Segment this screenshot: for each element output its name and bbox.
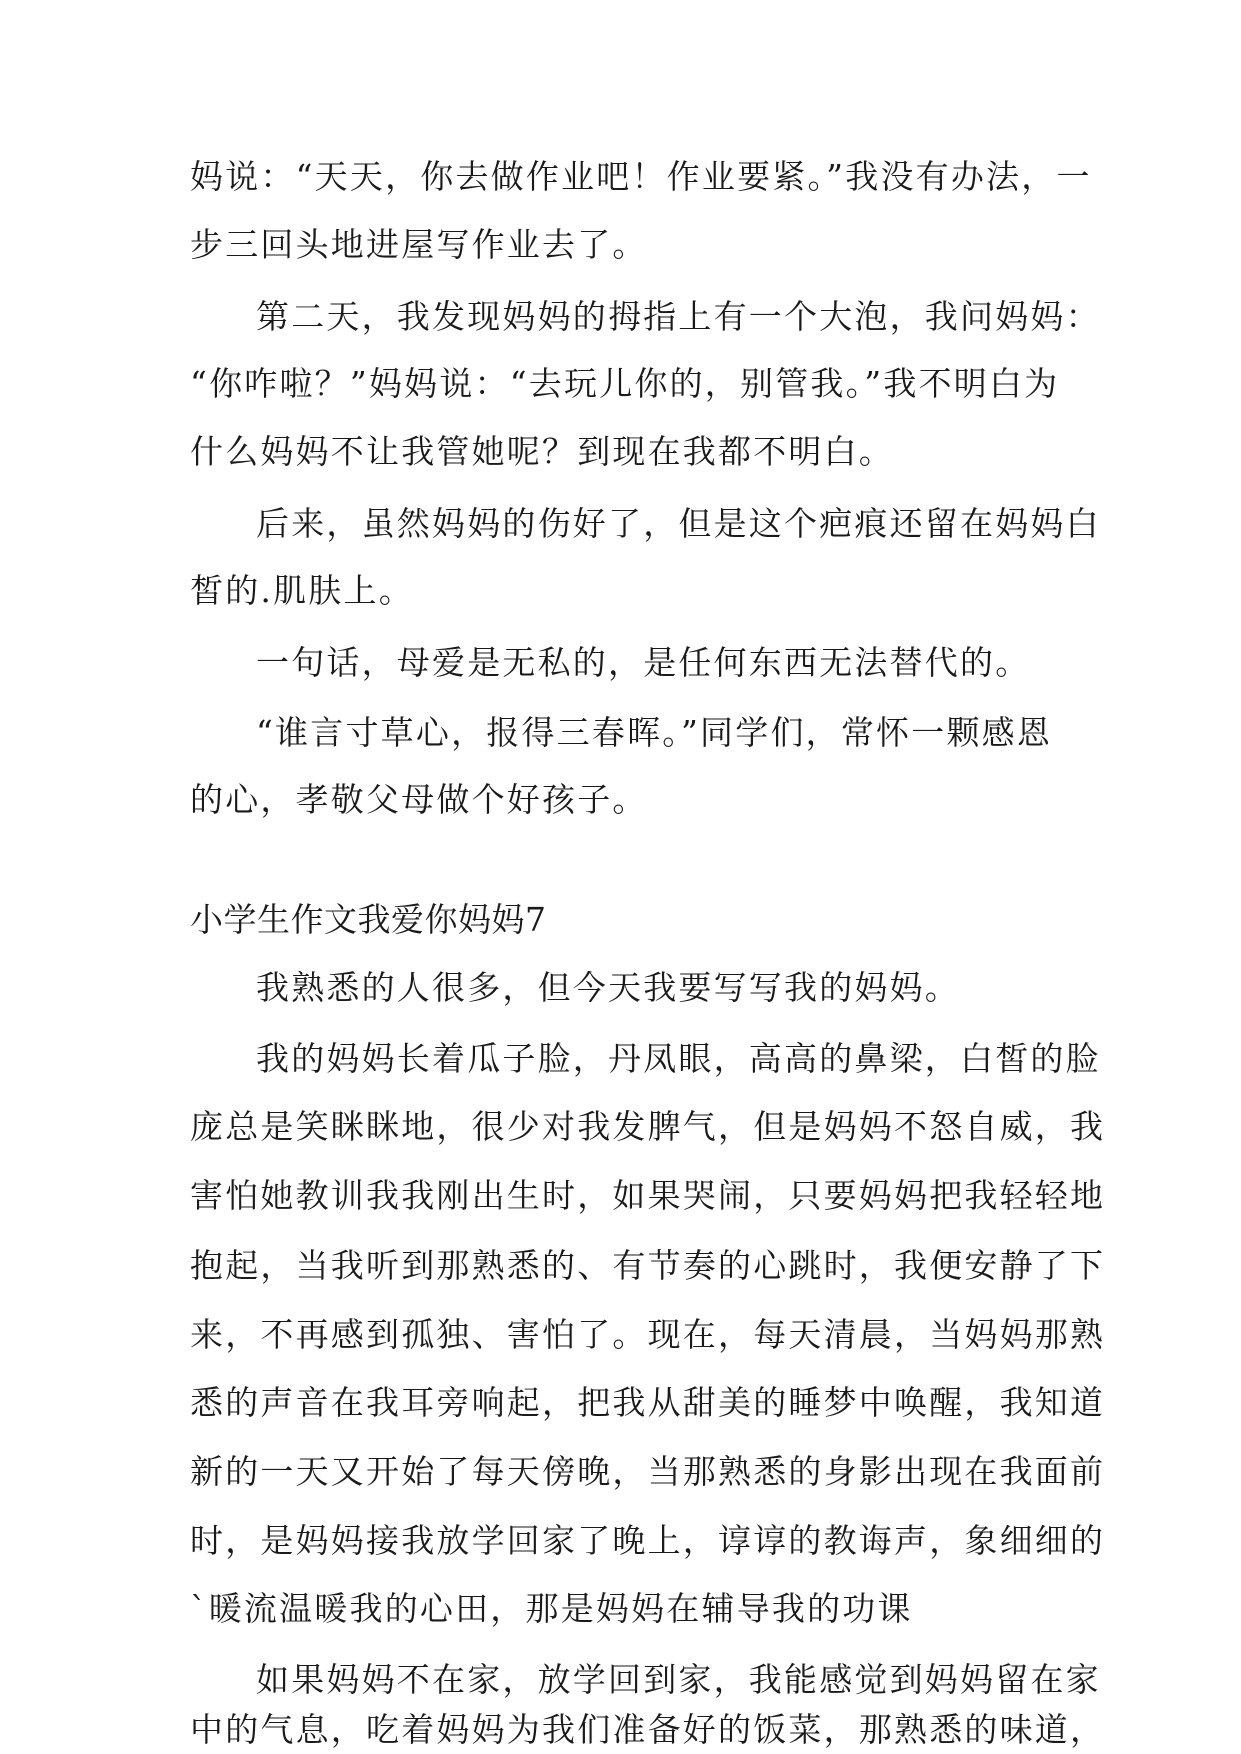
text-line: 害怕她教训我我刚出生时，如果哭闹，只要妈妈把我轻轻地 xyxy=(190,1176,1106,1215)
text-line: 新的一天又开始了每天傍晚，当那熟悉的身影出现在我面前 xyxy=(190,1452,1106,1491)
text-line: 皙的.肌肤上。 xyxy=(190,571,414,610)
paragraph-line: 如果妈妈不在家，放学回到家，我能感觉到妈妈留在家 xyxy=(256,1660,1101,1699)
text-line: `暖流温暖我的心田，那是妈妈在辅导我的功课 xyxy=(190,1589,913,1628)
paragraph-line: 第二天，我发现妈妈的拇指上有一个大泡，我问妈妈： xyxy=(256,297,1101,336)
paragraph-line: “谁言寸草心，报得三春晖。”同学们，常怀一颗感恩 xyxy=(256,713,1053,752)
text-line: 时，是妈妈接我放学回家了晚上，谆谆的教诲声，象细细的 xyxy=(190,1521,1106,1560)
paragraph-line: 我熟悉的人很多，但今天我要写写我的妈妈。 xyxy=(256,968,960,1007)
section-heading: 小学生作文我爱你妈妈7 xyxy=(190,900,547,939)
paragraph-line: 后来，虽然妈妈的伤好了，但是这个疤痕还留在妈妈白 xyxy=(256,504,1101,543)
text-line: 抱起，当我听到那熟悉的、有节奏的心跳时，我便安静了下 xyxy=(190,1246,1106,1285)
text-line: 什么妈妈不让我管她呢？到现在我都不明白。 xyxy=(190,432,894,471)
text-line: 来，不再感到孤独、害怕了。现在，每天清晨，当妈妈那熟 xyxy=(190,1315,1106,1354)
text-line: 步三回头地进屋写作业去了。 xyxy=(190,225,648,264)
text-line: 中的气息，吃着妈妈为我们准备好的饭菜，那熟悉的味道， xyxy=(190,1710,1106,1749)
text-line: 妈说：“天天，你去做作业吧！作业要紧。”我没有办法，一 xyxy=(190,157,1092,196)
paragraph-line: 一句话，母爱是无私的，是任何东西无法替代的。 xyxy=(256,643,1031,682)
text-line: “你咋啦？”妈妈说：“去玩儿你的，别管我。”我不明白为 xyxy=(190,364,1060,403)
text-line: 的心，孝敬父母做个好孩子。 xyxy=(190,780,648,819)
text-line: 庞总是笑眯眯地，很少对我发脾气，但是妈妈不怒自威，我 xyxy=(190,1107,1106,1146)
paragraph-line: 我的妈妈长着瓜子脸，丹凤眼，高高的鼻梁，白皙的脸 xyxy=(256,1039,1101,1078)
text-line: 悉的声音在我耳旁响起，把我从甜美的睡梦中唤醒，我知道 xyxy=(190,1383,1106,1422)
